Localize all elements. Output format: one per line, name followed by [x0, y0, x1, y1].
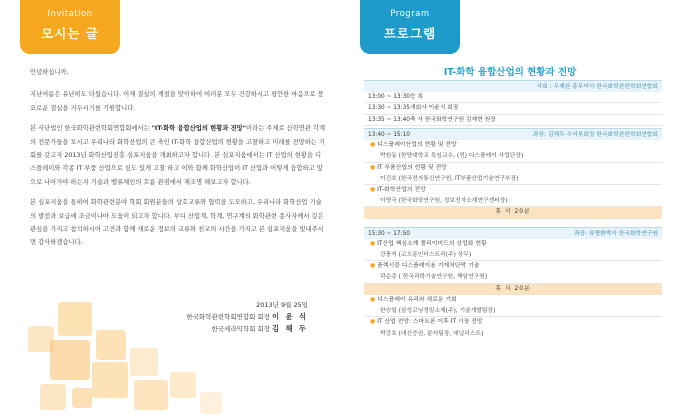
- session-3-chair: 좌장: 류병환박사 한국화학연구원: [573, 230, 658, 237]
- session-1-host: 사회 : 우제완 총무이사 한국화학관련학회연합회: [364, 80, 662, 92]
- talk-speaker: 박원동 (한양대학교 특임교수, (전) 디스플레이 사업단장): [364, 151, 662, 162]
- talk-topic: ● IT-화학산업의 전망: [370, 186, 426, 193]
- letter-paragraph-1: 지난여름은 유난히도 더웠습니다. 이제 결실의 계절을 맞이하여 여러분 모두 건강하시고 평안한 마음으로 풍요로운 결실을 거두시기를 기원합니다.: [30, 91, 324, 112]
- letter-date: 2013년 9월 25일: [256, 301, 308, 309]
- invitation-tab-ko: 모시는 글: [41, 26, 99, 41]
- invitation-tab-en: Invitation: [47, 9, 93, 19]
- bullet-icon: ●: [370, 319, 376, 326]
- greeting: 안녕하십니까,: [30, 69, 69, 76]
- bullet-icon: ●: [370, 164, 376, 171]
- signer-1: [186, 311, 308, 323]
- signer-2-org: 한국세라믹학회 회장: [211, 325, 271, 333]
- schedule-table: [364, 80, 662, 340]
- break-row: 휴 식 20분: [364, 284, 662, 296]
- row-content: 개회사 이윤식 회장: [410, 105, 459, 112]
- program-tab: [360, 0, 460, 54]
- signer-2-name: 김 해 두: [272, 324, 308, 333]
- letter-paragraph-2: 본 사단법인 한국화학관련학회연합회에서는 "IT-화학 융합산업의 현황과 전망"이라는 주제로 산학연관 각계의 전문가들을 모시고 우리나라 화학산업의 큰 축인 IT-화학 융합산업의 현황을 고찰하고 미래를 전망하는 기회를 갖고자 2013년 화학산업진흥 심포지움을 개최하고자 합니다. 본 심포지움에서는 IT 산업의 현황을 디스플레이와 각종 IT 부품 산업으로 심도 있게 고찰 하고 이와 함께 화학산업이 IT 산업과 어떻게 융합하고 앞으로 나아가야 하는지 기술과 밸류체인의 흐름 관점에서 재조명 해보고자 합니다.: [30, 125, 326, 186]
- row-time: 13:35 ~ 13:40: [368, 116, 410, 123]
- letter-paragraph-3: 본 심포지움을 통하여 화학관련분야 학회 회원분들의 상호교류와 협력을 도모하고, 우리나라 화학산업 기술의 발전과 보급에 조금이나마 도움이 되고자 합니다. 부디 산업계, 학계, 연구계의 화학관련 종사자께서 깊은 관심을 가지고 참석하시어 고견과 함께 새로운 정보의 교류와 친교의 시간을 가지고 본 심포지움을 빛내주시면 감사하겠습니다.: [30, 199, 324, 247]
- program-title: IT-화학 융합산업의 현황과 전망: [443, 67, 577, 78]
- schedule-row: [364, 92, 662, 103]
- bullet-icon: ●: [370, 186, 376, 193]
- talk-topic: ● IT산업 핵심소재 폴리이미드의 상업화 현황: [370, 240, 487, 247]
- break-row: 휴 식 20분: [364, 207, 662, 219]
- row-time: 13:30 ~ 13:35: [368, 105, 410, 112]
- talk-topic: ● 디스플레이산업의 현황 및 전망: [370, 142, 457, 149]
- bullet-icon: ●: [370, 297, 376, 304]
- talk-topic: ● 디스플레이 유리와 새로운 기회: [370, 297, 457, 304]
- program-tab-ko: 프로그램: [383, 26, 437, 41]
- bullet-icon: ●: [370, 142, 376, 149]
- talk-speaker: 강충석 (코오롱인더스트리(주) 상무): [364, 250, 662, 261]
- talk-speaker: 박강호 (대신증권, 분석팀장, 애널리스트): [380, 330, 484, 337]
- bullet-icon: ●: [370, 240, 376, 247]
- session-2-header: [364, 128, 662, 140]
- program-tab-en: Program: [390, 9, 430, 19]
- talk-topic: ● IT 산업 전망: 스마트폰 이후 IT 시장 전망: [370, 319, 483, 326]
- row-time: 13:00 ~ 13:30: [368, 94, 410, 100]
- row-content: 등 록: [410, 94, 424, 100]
- signer-1-name: 이 윤 식: [272, 312, 308, 321]
- invitation-tab: [20, 0, 120, 54]
- bullet-icon: ●: [370, 263, 376, 270]
- talk-speaker: 이진호 (한국전자통신연구원, IT부품산업기술연구부장): [364, 174, 662, 185]
- session-2-time: 13:40 ~ 15:10: [368, 132, 410, 139]
- talk-topic: ● 플렉시블 디스플레이용 기재처단막 기술: [370, 263, 480, 270]
- signer-1-org: 한국화학관련학회연합회 회장: [186, 313, 271, 321]
- signature-block: [186, 300, 308, 335]
- signer-2: [186, 323, 308, 335]
- talk-speaker: 이영국 (한국화학연구원, 정보전자소재연구센터장): [364, 196, 662, 207]
- session-3-time: 15:30 ~ 17:50: [368, 230, 410, 237]
- schedule-row: [364, 103, 662, 114]
- session-2-chair: 좌장: 김해두 수석부회장 한국화학관련학회연합회: [532, 132, 658, 139]
- symposium-theme-highlight: "IT-화학 융합산업의 현황과 전망": [151, 125, 247, 133]
- talk-speaker: 한승일 (삼성코닝정밀소재(주), 기술개발팀장): [364, 306, 662, 317]
- talk-topic: ● IT 부품산업의 현황 및 전망: [370, 164, 447, 171]
- session-3-header: [364, 227, 662, 239]
- schedule-row: [364, 115, 662, 126]
- talk-speaker: 곽순종 ( 한국과학기술연구원, 책임연구원): [364, 272, 662, 283]
- invitation-letter: [30, 66, 326, 257]
- row-content: 축 사 한국화학연구원 김재현 원장: [410, 116, 496, 123]
